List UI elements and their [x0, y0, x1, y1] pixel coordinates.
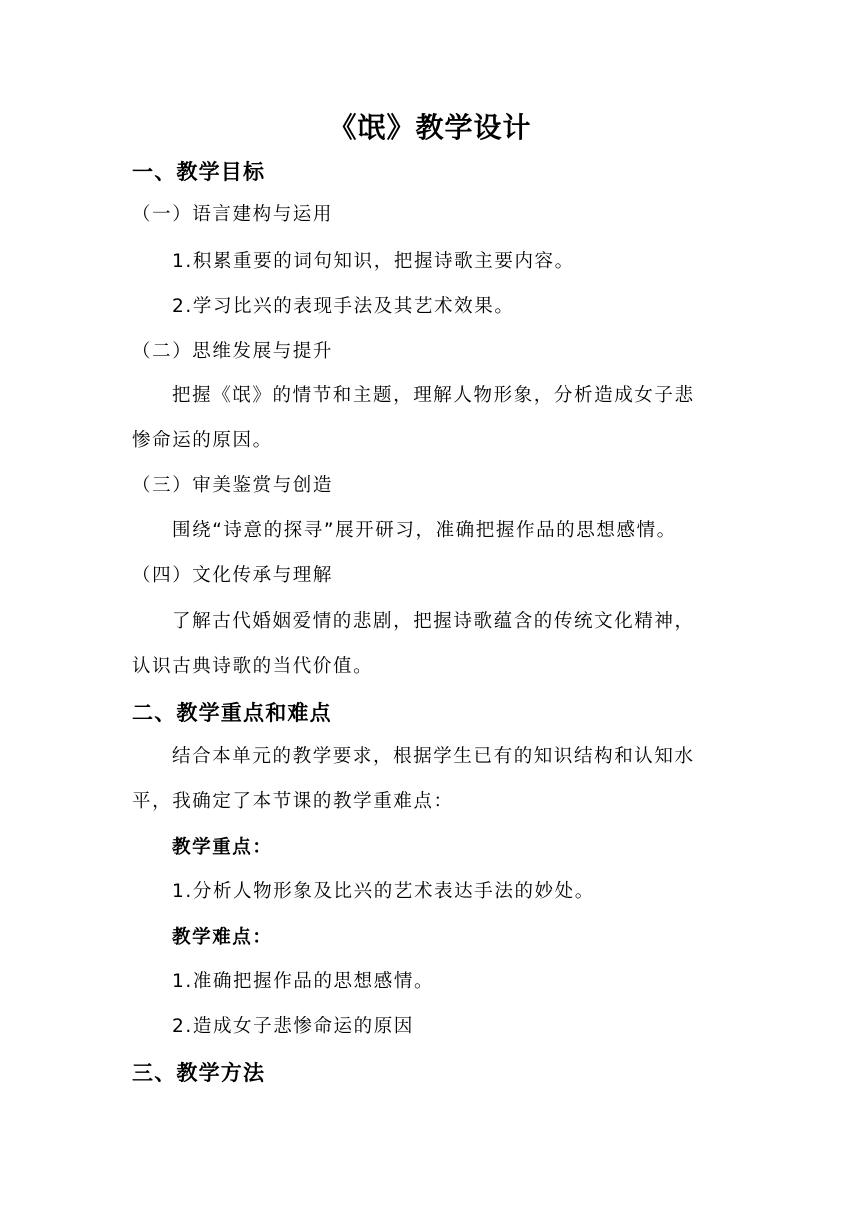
difficulty-item: 2.造成女子悲惨命运的原因	[172, 1016, 414, 1037]
paragraph-line: 结合本单元的教学要求，根据学生已有的知识结构和认知水	[172, 746, 695, 767]
objective-item: 2.学习比兴的表现手法及其艺术效果。	[172, 296, 515, 317]
subsection-heading-language: （一）语言建构与运用	[132, 204, 334, 225]
objective-item: 1.积累重要的词句知识，把握诗歌主要内容。	[172, 251, 575, 272]
paragraph-line: 惨命运的原因。	[132, 430, 273, 451]
difficulties-label: 教学难点：	[172, 927, 273, 948]
paragraph-line: 把握《氓》的情节和主题，理解人物形象，分析造成女子悲	[172, 385, 695, 406]
paragraph-line: 了解古代婚姻爱情的悲剧，把握诗歌蕴含的传统文化精神，	[172, 611, 695, 632]
section-heading-methods: 三、教学方法	[132, 1061, 266, 1085]
subsection-heading-aesthetics: （三）审美鉴赏与创造	[132, 475, 334, 496]
key-points-label: 教学重点：	[172, 837, 273, 858]
subsection-heading-culture: （四）文化传承与理解	[132, 565, 334, 586]
document-title: 《氓》教学设计	[328, 111, 532, 144]
difficulty-item: 1.准确把握作品的思想感情。	[172, 971, 435, 992]
section-heading-key-points: 二、教学重点和难点	[132, 701, 332, 725]
paragraph-line: 围绕“诗意的探寻”展开研习，准确把握作品的思想感情。	[172, 520, 677, 541]
key-point-item: 1.分析人物形象及比兴的艺术表达手法的妙处。	[172, 881, 595, 902]
paragraph-line: 认识古典诗歌的当代价值。	[132, 656, 374, 677]
paragraph-line: 平，我确定了本节课的教学重难点：	[132, 791, 454, 812]
subsection-heading-thinking: （二）思维发展与提升	[132, 341, 334, 362]
section-heading-objectives: 一、教学目标	[132, 160, 266, 184]
